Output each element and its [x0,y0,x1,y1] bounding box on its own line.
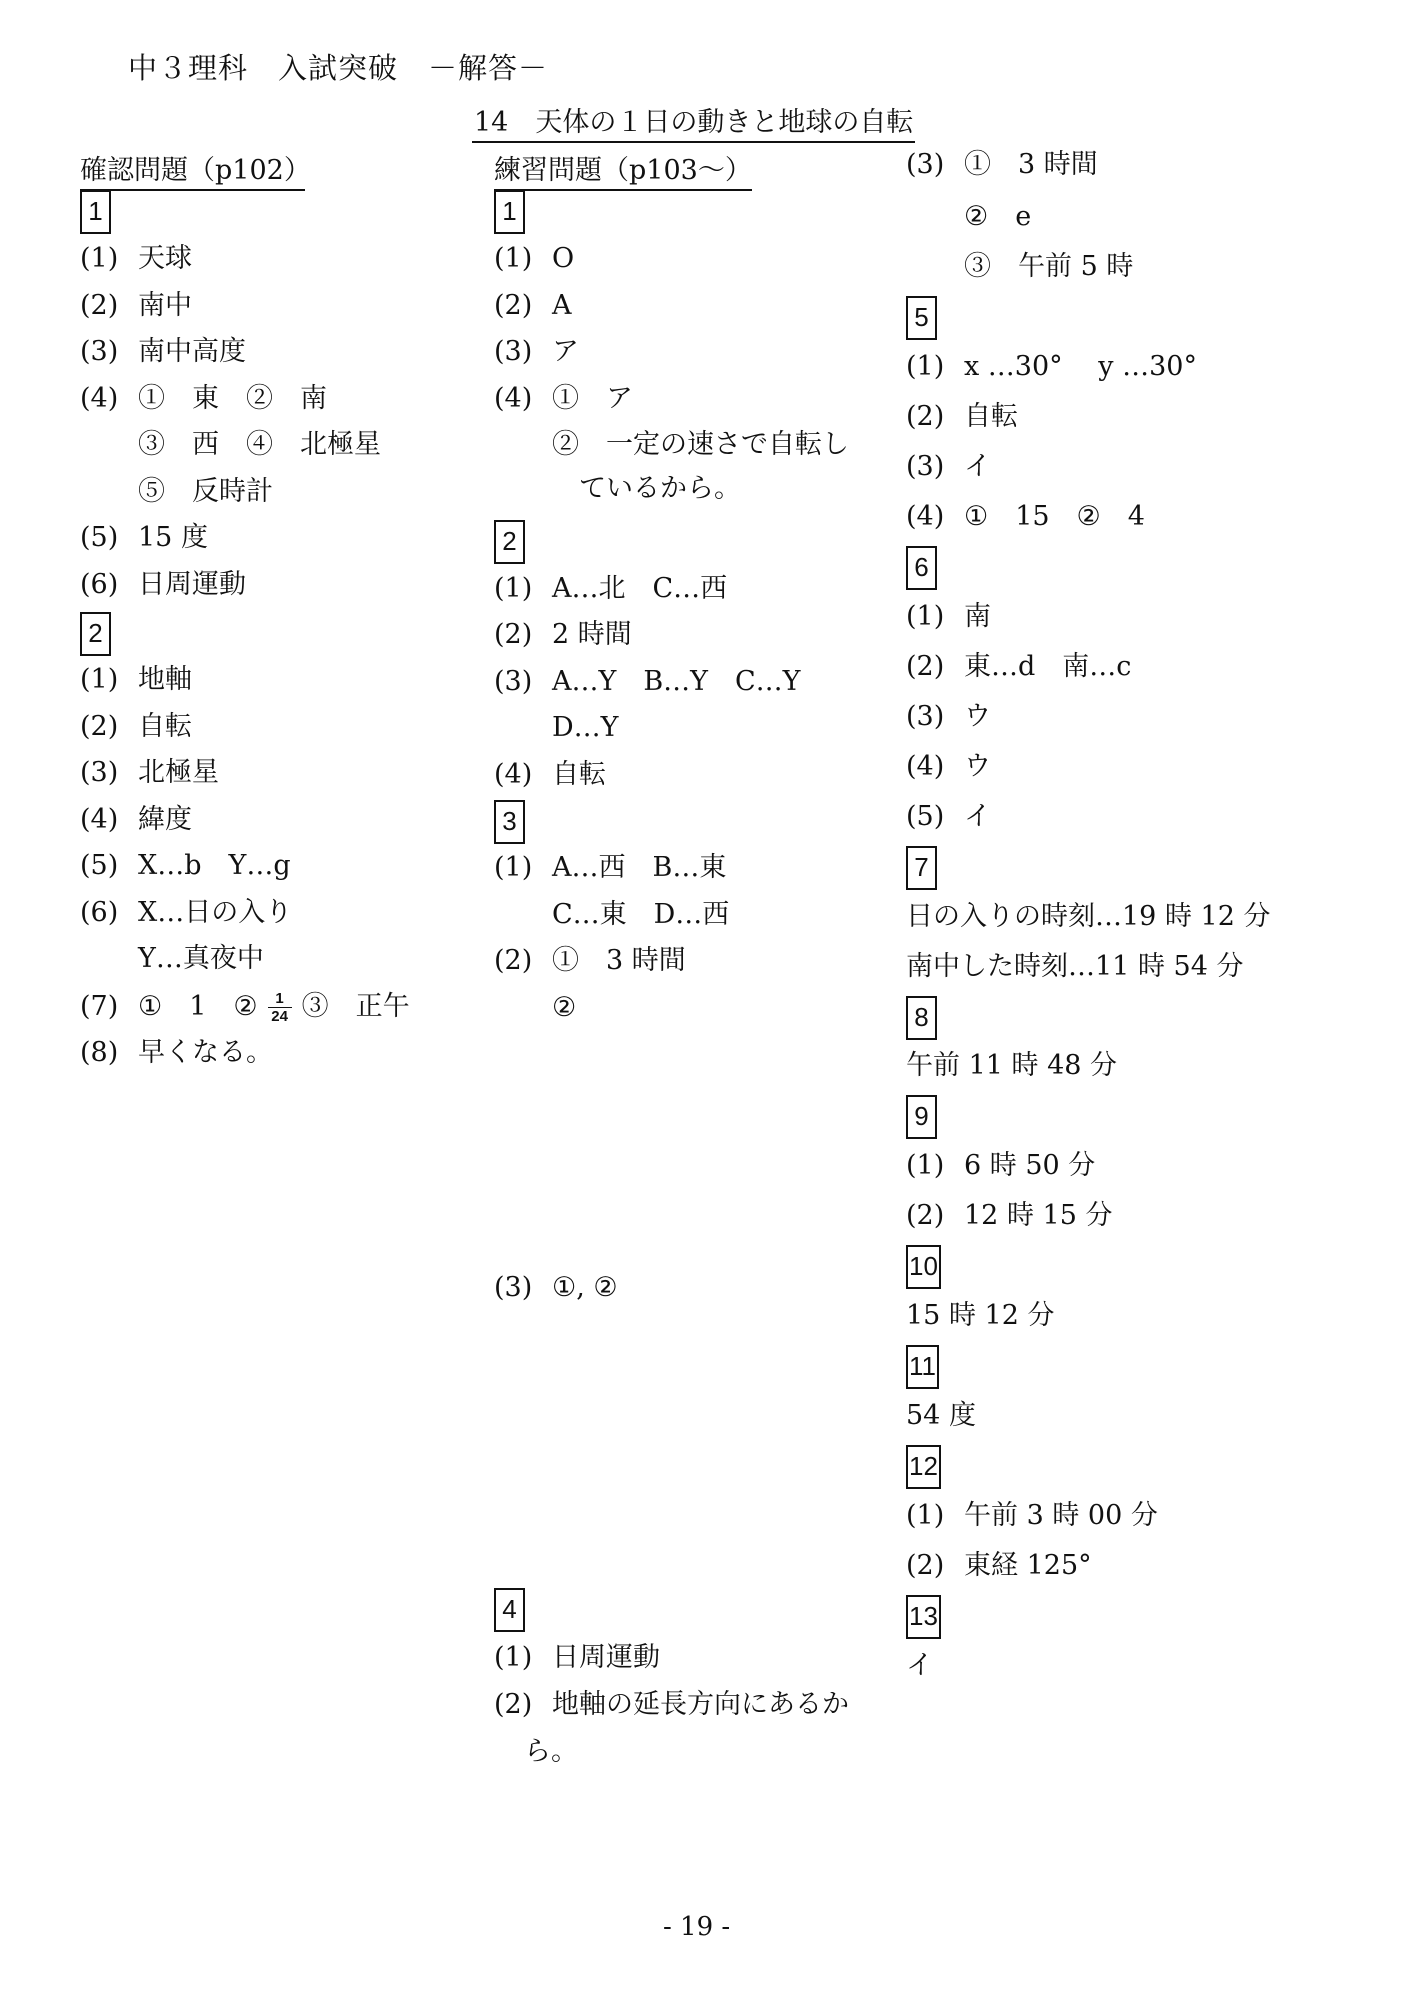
answer-line [80,712,192,742]
item-number: (4) [494,383,533,414]
answer-text: 緯度 [138,804,192,835]
answer-text: イ [964,801,991,832]
answer-line [906,602,991,632]
item-number: (6) [80,569,119,600]
answer-text: ② e [964,201,1032,232]
answer-line [906,202,1031,232]
answer-line [906,1201,1112,1231]
item-number: (2) [906,1200,945,1231]
answer-line [494,1273,618,1303]
item-number: (2) [906,1550,945,1581]
answer-line [494,574,727,604]
answer-text: 午前 3 時 00 分 [964,1500,1158,1531]
answer-line [80,337,246,367]
item-number: (3) [906,149,945,180]
question-box-7: 7 [906,846,937,890]
item-number: (1) [494,243,533,274]
answer-text: A…Y B…Y C…Y [552,666,801,697]
question-box-3: 3 [494,800,525,844]
question-box-11: 11 [906,1345,939,1389]
item-number: (2) [906,651,945,682]
unit-title: 14 天体の１日の動きと地球の自転 [472,100,915,143]
answer-text: A [552,290,572,321]
answer-line [906,452,991,482]
answer-line [494,760,606,790]
item-number: (1) [906,1150,945,1181]
answer-line [494,384,633,414]
item-number: (1) [906,351,945,382]
item-number: (2) [494,290,533,321]
answer-line [80,665,192,695]
answer-text: 東経 125° [964,1550,1092,1581]
item-number: (4) [906,501,945,532]
fraction-numerator: 1 [275,990,284,1007]
answer-line: 日の入りの時刻…19 時 12 分 [906,901,1271,932]
answer-text: x …30° y …30° [964,351,1197,382]
answer-line [80,991,410,1024]
col2-heading: 練習問題（p103～） [494,148,752,191]
answer-text: 南中 [138,290,192,321]
answer-line [494,667,800,697]
item-number: (1) [80,243,119,274]
answer-text: 15 度 [138,522,208,553]
answer-text: X…b Y…g [138,850,291,881]
answer-line [494,900,729,930]
answer-line [906,352,1197,382]
answer-line [906,1551,1092,1581]
item-number: (4) [494,759,533,790]
answer-text: 早くなる。 [138,1037,273,1068]
answer-line [80,805,192,835]
question-box-5: 5 [906,296,937,340]
item-number: (3) [80,757,119,788]
answer-line [80,430,381,460]
answer-text: X…日の入り [138,897,293,928]
answer-line [80,758,219,788]
item-number: (7) [80,991,119,1022]
item-number: (1) [494,852,533,883]
answer-text: 天球 [138,243,192,274]
answer-text: ③ 午前 5 時 [964,251,1134,282]
answer-line [80,477,273,507]
answer-line [80,570,246,600]
item-number: (4) [80,804,119,835]
answer-line [80,523,208,553]
answer-line [494,853,726,883]
answer-line [494,946,686,976]
item-number: (1) [494,573,533,604]
item-number: (3) [906,701,945,732]
answer-line [80,384,327,414]
answer-text: ① 東 ② 南 [138,383,327,414]
item-number: (2) [494,945,533,976]
answer-line [906,502,1145,532]
item-number: (3) [494,336,533,367]
answer-line [494,430,849,460]
item-number: (2) [494,1689,533,1720]
item-number: (2) [906,401,945,432]
fraction-denominator: 24 [271,1008,288,1025]
answer-text: A…北 C…西 [552,573,728,604]
question-box-1: 1 [494,190,525,234]
answer-line [906,802,991,832]
item-number: (4) [80,383,119,414]
item-number: (1) [494,1642,533,1673]
item-number: (1) [906,601,945,632]
answer-text: ア [552,336,579,367]
answer-text: D…Y [552,712,619,743]
answer-text: ウ [964,751,991,782]
answer-line [906,150,1098,180]
question-box-8: 8 [906,996,937,1040]
answer-text: ① 3 時間 [552,945,686,976]
item-number: (5) [80,522,119,553]
answer-line [906,402,1018,432]
answer-line [80,244,192,274]
page-number: - 19 - [663,1912,731,1942]
answer-line [906,252,1133,282]
answer-text: ① 15 ② 4 [964,501,1145,532]
answer-line [494,993,576,1023]
answer-line: 南中した時刻…11 時 54 分 [906,951,1244,982]
answer-text: 日周運動 [552,1642,660,1673]
answer-line: イ [906,1650,933,1681]
answer-line [906,752,991,782]
answer-line [494,291,572,321]
page-header-title: 中３理科 入試突破 －解答－ [128,51,549,85]
answer-text: ① ア [552,383,633,414]
item-number: (8) [80,1037,119,1068]
answer-text: 北極星 [138,757,219,788]
answer-text: 地軸 [138,664,192,695]
answer-line [80,898,292,928]
item-number: (2) [80,290,119,321]
answer-text: O [552,243,575,274]
answer-text: ③ 西 ④ 北極星 [138,429,381,460]
question-box-9: 9 [906,1095,937,1139]
answer-line [906,1501,1158,1531]
answer-line: 15 時 12 分 [906,1300,1055,1331]
question-box-12: 12 [906,1445,941,1489]
answer-text: 東…d 南…c [964,651,1132,682]
item-number: (5) [906,801,945,832]
answer-line [80,1038,273,1068]
answer-line [494,474,741,504]
answer-line [494,620,632,650]
answer-line [906,702,991,732]
answer-text-continued: ら。 [524,1736,578,1767]
answer-text: 自転 [964,401,1018,432]
item-number: (1) [906,1500,945,1531]
question-box-2: 2 [80,612,111,656]
answer-text: 自転 [138,711,192,742]
answer-text: A…西 B…東 [552,852,727,883]
question-box-2: 2 [494,520,525,564]
answer-text: ①, ② [552,1272,618,1303]
answer-line [494,1690,849,1720]
answer-line [494,713,618,743]
answer-text: ① 3 時間 [964,149,1098,180]
answer-line [80,851,291,881]
answer-line [80,291,192,321]
item-number: (3) [906,451,945,482]
col1-heading: 確認問題（p102） [80,148,305,191]
question-box-1: 1 [80,190,111,234]
answer-text: 日周運動 [138,569,246,600]
item-number: (6) [80,897,119,928]
answer-text: ているから。 [552,473,741,504]
answer-text: C…東 D…西 [552,899,730,930]
answer-line [906,652,1131,682]
item-number: (4) [906,751,945,782]
answer-line [906,1151,1095,1181]
answer-text: Y…真夜中 [138,943,264,974]
question-box-13: 13 [906,1595,941,1639]
answer-text: ② [552,992,577,1023]
question-box-6: 6 [906,546,937,590]
answer-text: 南中高度 [138,336,246,367]
answer-text: ウ [964,701,991,732]
answer-line: 午前 11 時 48 分 [906,1050,1118,1081]
answer-line [494,337,579,367]
answer-line: 54 度 [906,1400,976,1431]
answer-text: ① 1 ② [138,991,258,1022]
item-number: (3) [494,1272,533,1303]
answer-text: 6 時 50 分 [964,1150,1096,1181]
question-box-10: 10 [906,1245,941,1289]
question-box-4: 4 [494,1588,525,1632]
answer-text: ⑤ 反時計 [138,476,273,507]
answer-line [80,944,264,974]
item-number: (1) [80,664,119,695]
item-number: (3) [494,666,533,697]
item-number: (2) [80,711,119,742]
answer-text: ③ 正午 [301,991,410,1022]
answer-text: 12 時 15 分 [964,1200,1113,1231]
answer-text: 地軸の延長方向にあるか [552,1689,849,1720]
answer-text: ② 一定の速さで自転し [552,429,849,460]
item-number: (5) [80,850,119,881]
item-number: (3) [80,336,119,367]
answer-text: 2 時間 [552,619,632,650]
answer-text: 自転 [552,759,606,790]
answer-line [494,1643,660,1673]
answer-text: 南 [964,601,991,632]
answer-line [494,244,574,274]
answer-text: イ [964,451,991,482]
fraction [268,991,292,1024]
item-number: (2) [494,619,533,650]
